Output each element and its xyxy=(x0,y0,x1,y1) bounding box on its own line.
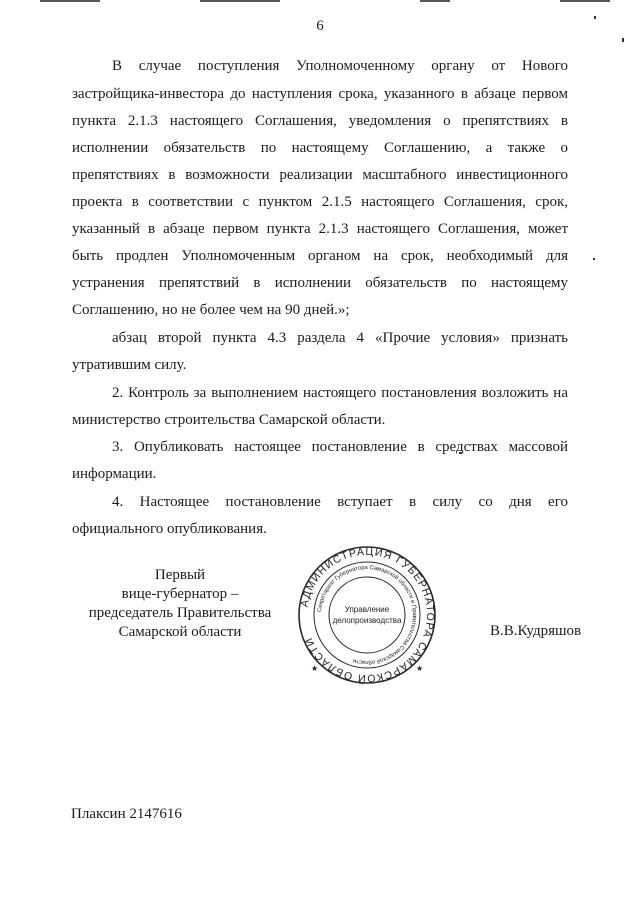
body-line: проекта в соответствии с пунктом 2.1.5 настоящего Соглашения, срок, xyxy=(72,194,568,210)
body-line: В случае поступления Уполномоченному органу от Нового xyxy=(112,58,568,74)
body-line: устранения препятствий в исполнении обязательств по настоящему xyxy=(72,275,568,291)
signer-line: вице-губернатор – xyxy=(121,586,239,602)
body-line: информации. xyxy=(72,466,157,482)
body-line: 4. Настоящее постановление вступает в силу со дня его xyxy=(112,494,568,510)
body-line: препятствиях в возможности реализации масштабного инвестиционного xyxy=(72,167,568,183)
scan-edge xyxy=(0,0,640,3)
signer-block xyxy=(70,566,290,642)
signature-name: В.В.Кудряшов xyxy=(490,623,582,639)
body-line: 3. Опубликовать настоящее постановление в средствах массовой xyxy=(112,439,568,455)
signer-line: Первый xyxy=(154,567,206,583)
seal-inner-text: Секретариат Губернатора Самарской области и Правительства Самарской области xyxy=(317,564,418,666)
footer-code: Плаксин 2147616 xyxy=(71,806,182,822)
signer-line: Самарской области xyxy=(118,624,242,640)
seal-center-line: Управление xyxy=(344,605,390,614)
body-line: быть продлен Уполномоченным органом на срок, необходимый для xyxy=(72,248,568,264)
body-line: утратившим силу. xyxy=(72,357,187,373)
body-line: исполнении обязательств по настоящему Соглашению, а также о xyxy=(72,140,568,156)
seal-star-icon: ★ xyxy=(416,664,424,673)
seal-star-icon: ★ xyxy=(311,664,319,673)
page-number: 6 xyxy=(316,18,324,34)
official-seal xyxy=(297,545,437,685)
body-line: застройщика-инвестора до наступления срока, указанного в абзаце первом xyxy=(72,86,568,102)
body-line: Соглашению, но не более чем на 90 дней.»; xyxy=(72,302,350,318)
body-line: министерство строительства Самарской области. xyxy=(72,412,386,428)
seal-outer-text: АДМИНИСТРАЦИЯ ГУБЕРНАТОРА САМАРСКОЙ ОБЛАСТИ xyxy=(298,545,437,685)
scan-speck xyxy=(593,258,595,260)
body-line: пункта 2.1.3 настоящего Соглашения, уведомления о препятствиях в xyxy=(72,113,568,129)
scan-speck xyxy=(622,38,624,42)
seal-center-line: делопроизводства xyxy=(332,616,402,625)
body-line: абзац второй пункта 4.3 раздела 4 «Прочие условия» признать xyxy=(112,330,568,346)
body-line: указанный в абзаце первом пункта 2.1.3 настоящего Соглашения, может xyxy=(72,221,568,237)
body-line: официального опубликования. xyxy=(72,521,267,537)
body-line: 2. Контроль за выполнением настоящего постановления возложить на xyxy=(112,385,568,401)
signer-line: председатель Правительства xyxy=(88,605,272,621)
